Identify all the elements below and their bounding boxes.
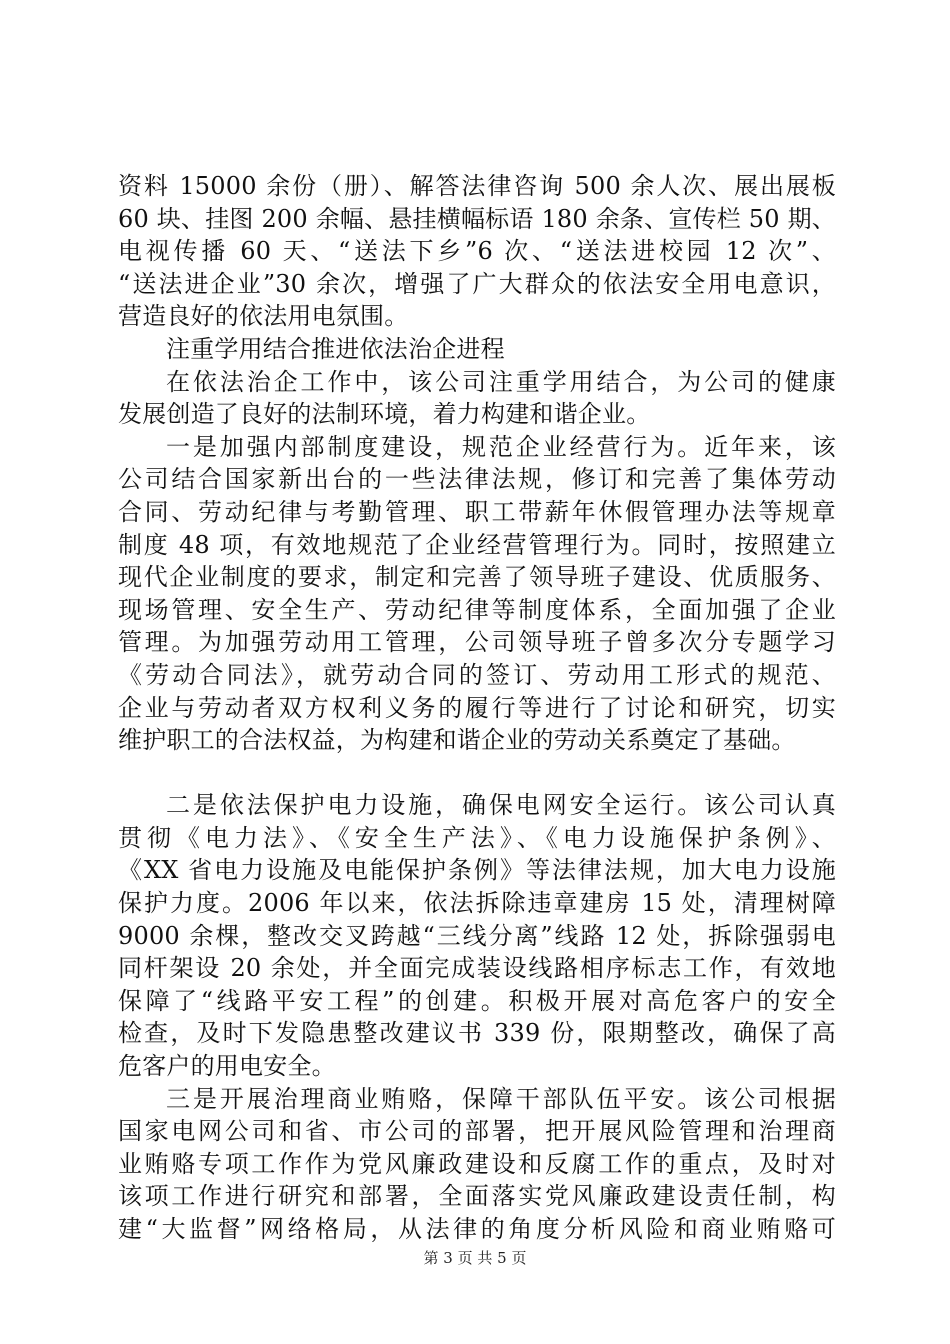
text-line: 建“大监督”网络格局，从法律的角度分析风险和商业贿赂可 — [118, 1215, 836, 1243]
text-line: “送法进企业”30 余次，增强了广大群众的依法安全用电意识， — [118, 269, 836, 298]
text-line: 资料 15000 余份（册）、解答法律咨询 500 余人次、展出展板 — [118, 172, 836, 200]
text-line: 该项工作进行研究和部署，全面落实党风廉政建设责任制，构 — [118, 1182, 836, 1211]
text-line: 发展创造了良好的法制环境，着力构建和谐企业。 — [118, 400, 651, 429]
text-line: 贯彻《电力法》、《安全生产法》、《电力设施保护条例》、 — [118, 823, 836, 852]
text-line: 保障了“线路平安工程”的创建。积极开展对高危客户的安全 — [118, 986, 836, 1015]
text-line: 合同、劳动纪律与考勤管理、职工带薪年休假管理办法等规章 — [118, 497, 836, 526]
text-line: 公司结合国家新出台的一些法律法规，修订和完善了集体劳动 — [118, 465, 836, 494]
document-body — [118, 170, 836, 1246]
text-line: 60 块、挂图 200 余幅、悬挂横幅标语 180 余条、宣传栏 50 期、 — [118, 204, 836, 233]
text-line: 危客户的用电安全。 — [118, 1052, 336, 1081]
text-line: 一是加强内部制度建设，规范企业经营行为。近年来，该 — [166, 432, 836, 461]
text-line: 同杆架设 20 余处，并全面完成装设线路相序标志工作，有效地 — [118, 954, 836, 983]
text-line: 9000 余棵，整改交叉跨越“三线分离”线路 12 处，拆除强弱电 — [118, 921, 836, 950]
text-line: 制度 48 项，有效地规范了企业经营管理行为。同时，按照建立 — [118, 530, 836, 559]
text-line: 注重学用结合推进依法治企进程 — [166, 334, 505, 363]
text-line: 业贿赂专项工作作为党风廉政建设和反腐工作的重点，及时对 — [118, 1149, 836, 1178]
text-line: 保护力度。2006 年以来，依法拆除违章建房 15 处，清理树障 — [118, 889, 836, 918]
text-line: 维护职工的合法权益，为构建和谐企业的劳动关系奠定了基础。 — [118, 726, 796, 755]
text-line: 《劳动合同法》，就劳动合同的签订、劳动用工形式的规范、 — [118, 660, 836, 689]
text-line: 现场管理、安全生产、劳动纪律等制度体系，全面加强了企业 — [118, 595, 836, 624]
text-line: 国家电网公司和省、市公司的部署，把开展风险管理和治理商 — [118, 1117, 836, 1146]
text-line: 《XX 省电力设施及电能保护条例》等法律法规，加大电力设施 — [118, 856, 836, 885]
text-line: 电视传播 60 天、“送法下乡”6 次、“送法进校园 12 次”、 — [118, 237, 836, 266]
text-line: 营造良好的依法用电氛围。 — [118, 302, 409, 331]
text-line: 企业与劳动者双方权利义务的履行等进行了讨论和研究，切实 — [118, 693, 836, 722]
text-line: 在依法治企工作中，该公司注重学用结合，为公司的健康 — [166, 367, 836, 396]
text-line: 三是开展治理商业贿赂，保障干部队伍平安。该公司根据 — [166, 1084, 836, 1113]
blank-line — [118, 757, 836, 790]
text-line: 二是依法保护电力设施，确保电网安全运行。该公司认真 — [166, 791, 836, 820]
text-line: 现代企业制度的要求，制定和完善了领导班子建设、优质服务、 — [118, 563, 836, 592]
text-line: 检查，及时下发隐患整改建议书 339 份，限期整改，确保了高 — [118, 1019, 836, 1048]
text-line: 管理。为加强劳动用工管理，公司领导班子曾多次分专题学习 — [118, 628, 836, 657]
page-footer: 第 3 页 共 5 页 — [423, 1249, 527, 1267]
